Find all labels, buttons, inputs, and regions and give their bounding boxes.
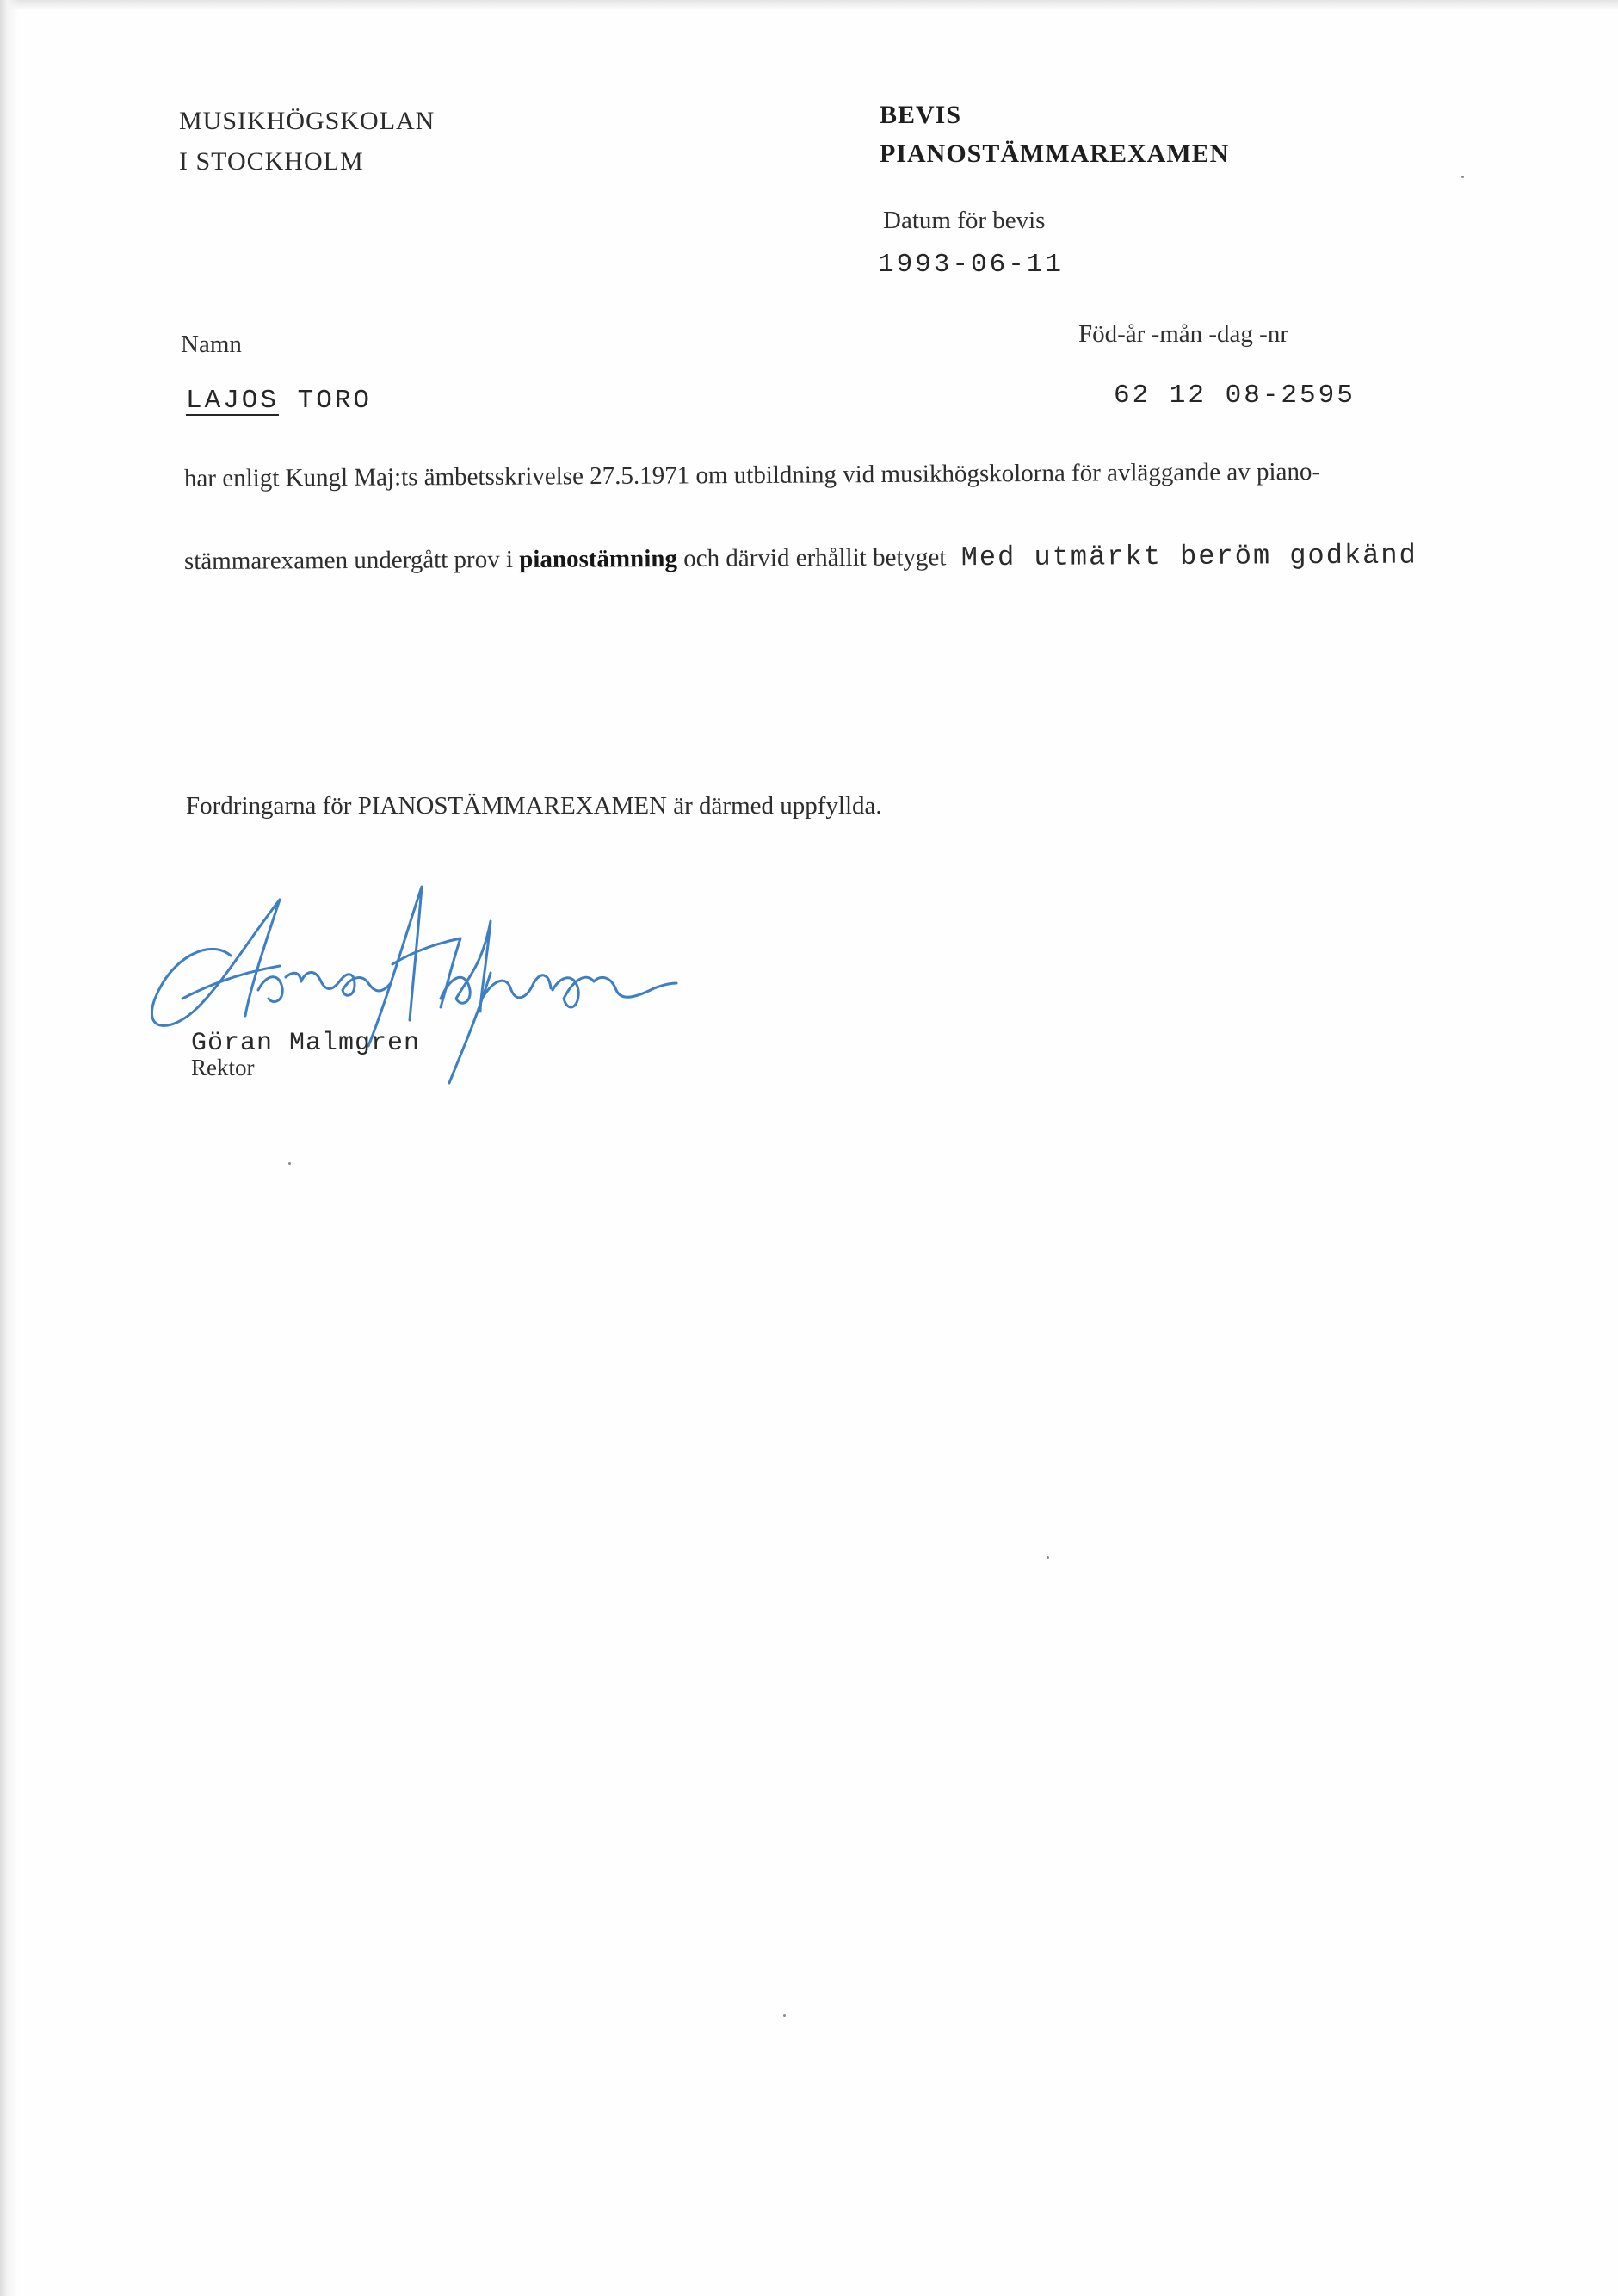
scan-edge [0,0,1618,10]
grade-value: Med utmärkt beröm godkänd [960,539,1417,574]
signer-name: Göran Malmgren [191,1029,421,1058]
body-line-2-start: stämmarexamen undergått prov i [183,546,514,575]
last-name: TORO [297,386,373,416]
closing-statement: Fordringarna för PIANOSTÄMMAREXAMEN är därmed uppfyllda. [186,792,882,820]
first-name: LAJOS [186,386,280,416]
document-title: BEVIS [880,101,962,129]
institution-name: MUSIKHÖGSKOLAN [179,107,435,135]
scan-speck [288,1162,291,1165]
scan-speck [1461,176,1464,178]
document-subtitle: PIANOSTÄMMAREXAMEN [880,139,1230,168]
scan-speck [1047,1556,1049,1559]
date-label: Datum för bevis [883,207,1046,234]
name-label: Namn [181,331,242,358]
institution-city: I STOCKHOLM [179,147,364,176]
scan-speck [783,2014,786,2017]
id-label: Föd-år -mån -dag -nr [1078,320,1288,348]
id-value: 62 12 08-2595 [1114,381,1356,411]
person-name [186,386,372,416]
body-line-2 [184,539,1417,578]
exam-subject: pianostämning [519,545,678,573]
body-line-2-end: och därvid erhållit betyget [683,543,947,572]
body-line-1: har enligt Kungl Maj:ts ämbetsskrivelse 27.5.1971 om utbildning vid musikhögskolorna för avläggande av piano- [183,457,1321,492]
scan-edge [0,0,19,2296]
date-value: 1993-06-11 [878,250,1065,280]
signer-title: Rektor [191,1055,255,1080]
